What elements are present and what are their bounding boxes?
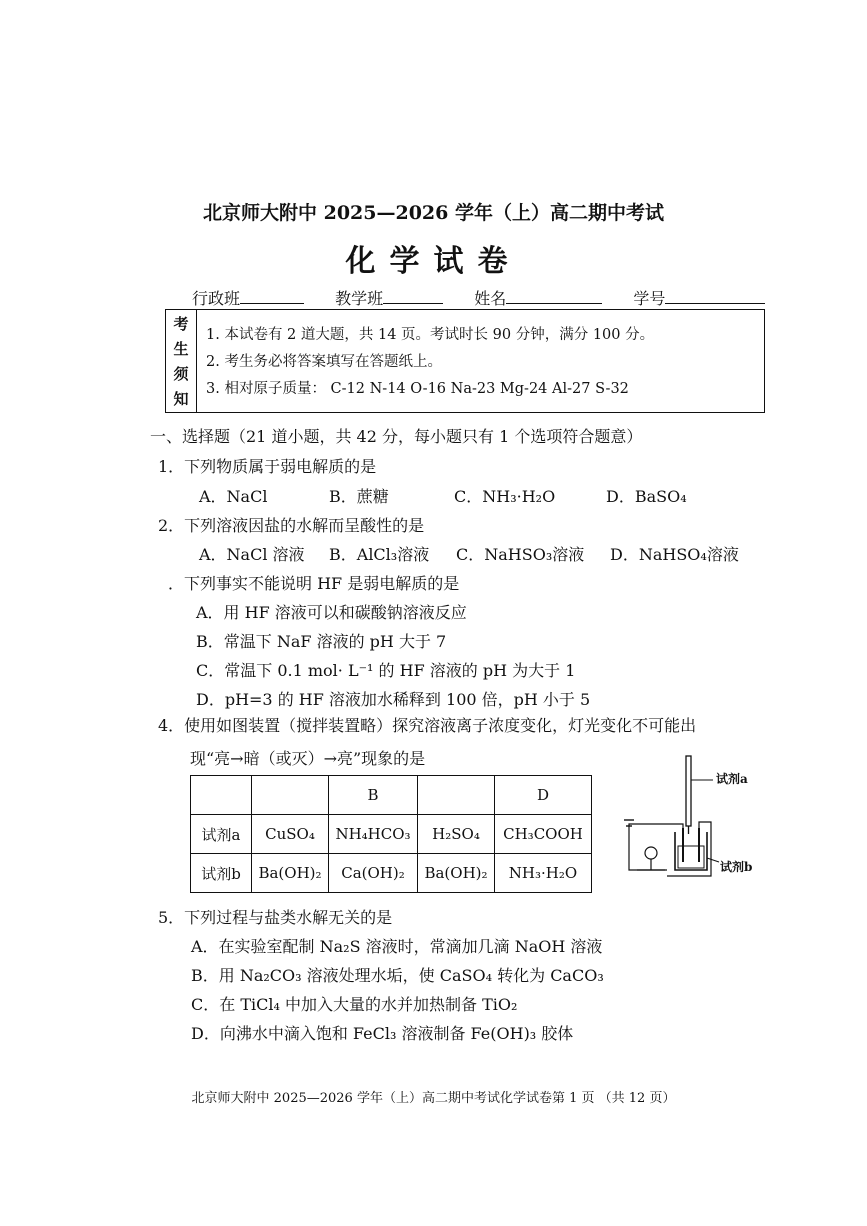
question-1-stem: 1．下列物质属于弱电解质的是 [158,457,377,476]
q2-option-a: A．NaCl 溶液 [199,545,305,564]
table-header-row [191,776,592,815]
reagent-table [190,775,592,893]
question-5-stem: 5．下列过程与盐类水解无关的是 [158,908,393,927]
table-cell: B [329,776,418,815]
q5-option-b: B．用 Na₂CO₃ 溶液处理水垢，使 CaSO₄ 转化为 CaCO₃ [191,966,604,985]
question-2-stem: 2．下列溶液因盐的水解而呈酸性的是 [158,516,425,535]
blank-line[interactable] [506,287,602,304]
table-cell: H₂SO₄ [418,815,495,854]
q3-option-c: C．常温下 0.1 mol· L⁻¹ 的 HF 溶液的 pH 为大于 1 [196,661,576,680]
question-4-stem-line1: 4．使用如图装置（搅拌装置略）探究溶液离子浓度变化，灯光变化不可能出 [158,716,697,735]
table-cell [418,776,495,815]
blank-line[interactable] [665,287,765,304]
table-cell: Ba(OH)₂ [418,854,495,893]
section-heading: 一、选择题（21 道小题，共 42 分，每小题只有 1 个选项符合题意） [150,427,643,446]
table-cell: 试剂a [191,815,252,854]
blank-line[interactable] [240,287,304,304]
table-row [191,815,592,854]
q3-option-d: D．pH=3 的 HF 溶液加水稀释到 100 倍，pH 小于 5 [196,690,591,709]
table-cell: Ba(OH)₂ [252,854,329,893]
field-class: 行政班 [192,286,304,309]
question-3-stem: ．下列事实不能说明 HF 是弱电解质的是 [168,574,460,593]
notice-items [206,322,654,403]
notice-label: 考 生 须 知 [166,310,197,412]
table-cell [191,776,252,815]
student-info-row [192,286,791,309]
q3-option-a: A．用 HF 溶液可以和碳酸钠溶液反应 [196,603,467,622]
notice-item: 3. 相对原子质量： C-12 N-14 O-16 Na-23 Mg-24 Al-27 S-32 [206,381,629,397]
q1-option-d: D．BaSO₄ [606,487,687,506]
table-cell: 试剂b [191,854,252,893]
notice-item: 2. 考生务必将答案填写在答题纸上。 [206,354,442,370]
table-cell: CuSO₄ [252,815,329,854]
blank-line[interactable] [383,287,443,304]
q2-option-c: C．NaHSO₃溶液 [456,545,585,564]
q2-option-d: D．NaHSO₄溶液 [610,545,739,564]
q5-option-c: C．在 TiCl₄ 中加入大量的水并加热制备 TiO₂ [191,995,518,1014]
figure-label-reagent-a: 试剂a [716,772,748,786]
figure-label-reagent-b: 试剂b [720,860,753,874]
table-cell: NH₃·H₂O [495,854,592,893]
table-cell [252,776,329,815]
question-4-stem-line2: 现“亮→暗（或灭）→亮”现象的是 [190,749,426,768]
q5-option-d: D．向沸水中滴入饱和 FeCl₃ 溶液制备 Fe(OH)₃ 胶体 [191,1024,574,1043]
exam-title: 北京师大附中 2025—2026 学年（上）高二期中考试 [203,202,664,224]
q1-option-a: A．NaCl [199,487,268,506]
q5-option-a: A．在实验室配制 Na₂S 溶液时，常滴加几滴 NaOH 溶液 [191,937,603,956]
table-cell: CH₃COOH [495,815,592,854]
page-footer: 北京师大附中 2025—2026 学年（上）高二期中考试化学试卷第 1 页 （共 12 页） [191,1091,676,1106]
notice-box [165,309,765,413]
table-row [191,854,592,893]
field-teaching-class: 教学班 [335,286,443,309]
subject-title: 化学试卷 [345,244,522,279]
field-name: 姓名 [474,286,602,309]
q3-option-b: B．常温下 NaF 溶液的 pH 大于 7 [196,632,447,651]
table-cell: NH₄HCO₃ [329,815,418,854]
q2-option-b: B．AlCl₃溶液 [329,545,430,564]
q1-option-b: B．蔗糖 [329,487,389,506]
table-cell: Ca(OH)₂ [329,854,418,893]
q1-option-c: C．NH₃·H₂O [454,487,556,506]
field-student-id: 学号 [633,286,765,309]
notice-item: 1. 本试卷有 2 道大题，共 14 页。考试时长 90 分钟，满分 100 分。 [206,327,655,343]
table-cell: D [495,776,592,815]
